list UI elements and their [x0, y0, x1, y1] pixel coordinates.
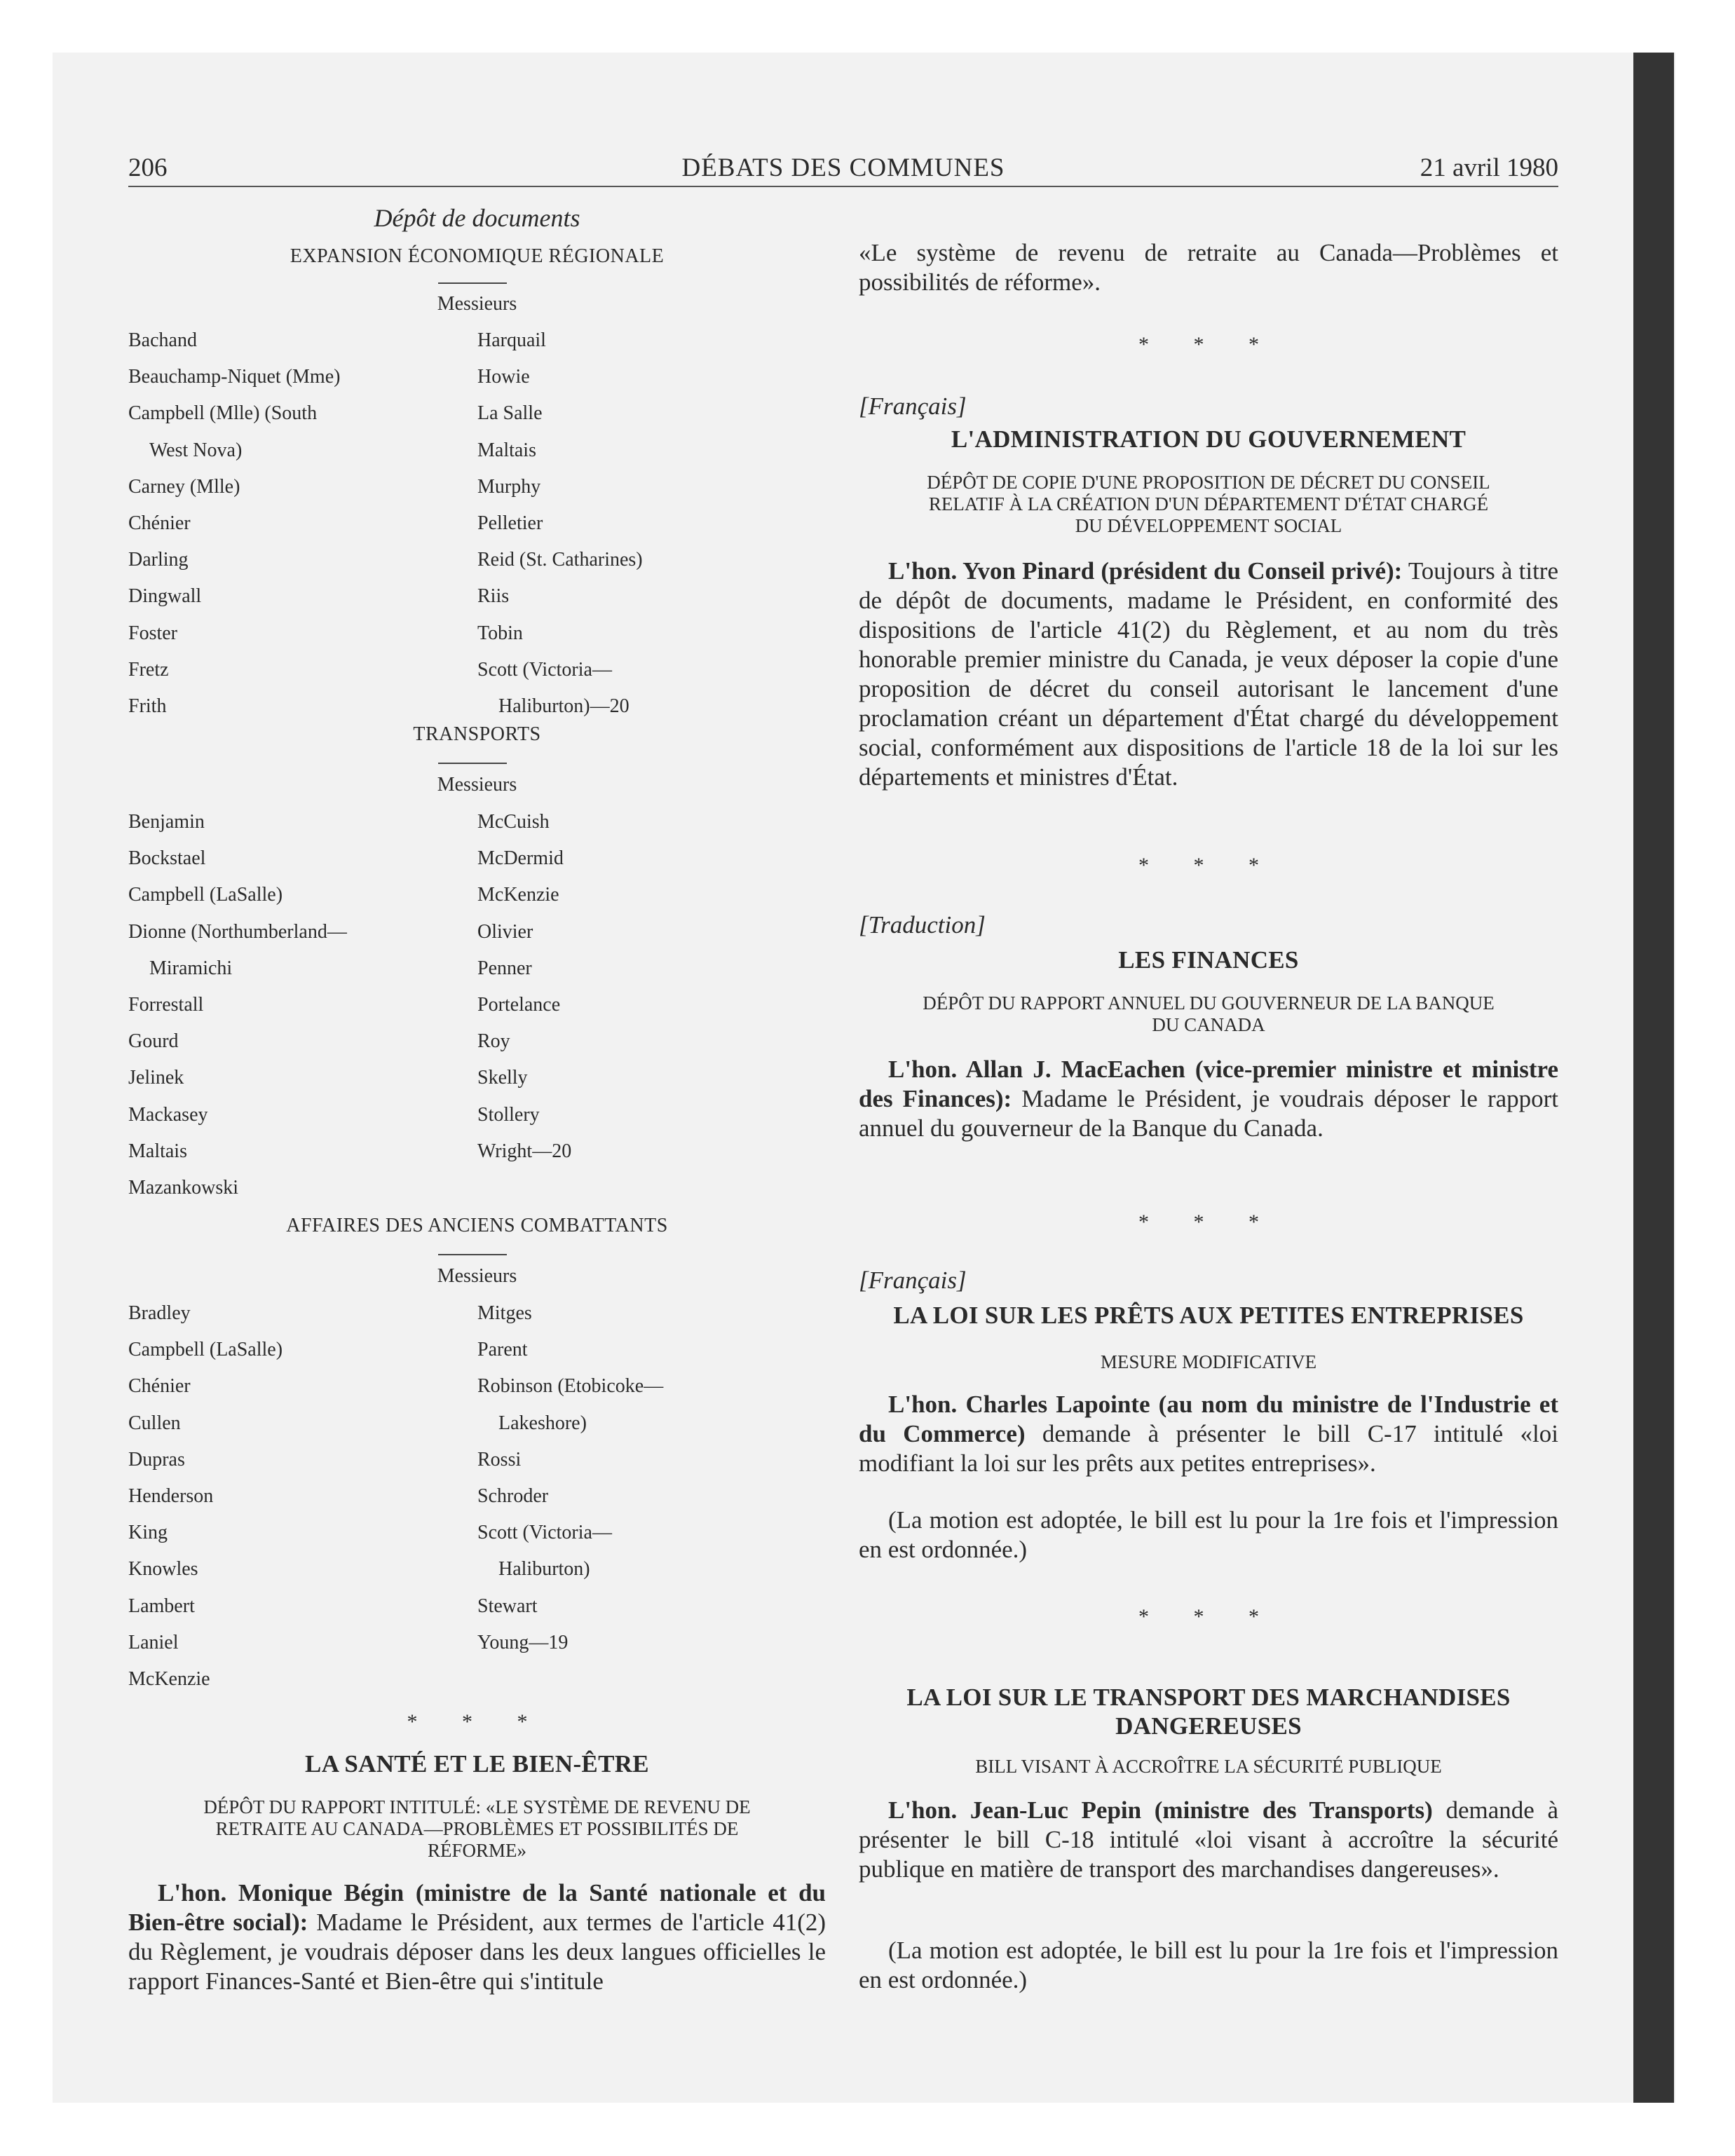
member-name: Rossi: [477, 1449, 522, 1471]
section-subheading: BILL VISANT À ACCROÎTRE LA SÉCURITÉ PUBLIQUE: [975, 1756, 1442, 1777]
speech-text: Madame le Président, je voudrais déposer le rapport annuel du gouverneur de la Banque du Canada.: [859, 1085, 1559, 1142]
member-name: Lambert: [128, 1595, 195, 1617]
member-name: Carney (Mlle): [128, 476, 240, 498]
member-name: Harquail: [477, 329, 546, 351]
section-subheading: DU CANADA: [1152, 1014, 1265, 1035]
member-name: Pelletier: [477, 512, 543, 534]
section-heading: LA SANTÉ ET LE BIEN-ÊTRE: [305, 1750, 649, 1778]
header-rule: [128, 186, 1558, 187]
section-title: Dépôt de documents: [374, 204, 580, 232]
motion-note: (La motion est adoptée, le bill est lu pour la 1re fois et l'impression en est ordonnée.): [859, 1937, 1558, 1993]
committee-label: Messieurs: [437, 774, 517, 796]
member-name: Fretz: [128, 659, 169, 681]
member-name: McDermid: [477, 847, 564, 869]
member-name: Knowles: [128, 1558, 198, 1580]
section-heading: LES FINANCES: [1118, 946, 1299, 974]
section-separator: * * *: [1138, 1605, 1279, 1628]
member-name: Haliburton)—20: [498, 695, 630, 717]
committee-title: TRANSPORTS: [413, 723, 541, 745]
language-tag: [Français]: [859, 393, 967, 420]
motion-note: (La motion est adoptée, le bill est lu pour la 1re fois et l'impression en est ordonnée.): [859, 1506, 1558, 1563]
member-name: Benjamin: [128, 811, 205, 833]
member-name: McKenzie: [477, 884, 559, 906]
member-name: Schroder: [477, 1485, 549, 1507]
member-name: Portelance: [477, 994, 561, 1016]
speech-paragraph: [859, 557, 1558, 792]
member-name: Maltais: [128, 1140, 187, 1162]
section-subheading: DÉPÔT DU RAPPORT INTITULÉ: «LE SYSTÈME DE REVENU DE: [203, 1796, 751, 1817]
language-tag: [Traduction]: [859, 911, 986, 939]
member-name: Olivier: [477, 921, 533, 943]
page-number: 206: [128, 153, 168, 182]
committee-title: AFFAIRES DES ANCIENS COMBATTANTS: [286, 1215, 668, 1236]
speaker-name: L'hon. Allan J. MacEachen (vice-premier ministre et ministre des Finances):: [859, 1056, 1558, 1112]
scan-edge-shadow: [1633, 53, 1674, 2103]
page-date: 21 avril 1980: [1420, 153, 1558, 182]
member-name: Gourd: [128, 1030, 179, 1052]
member-name: Parent: [477, 1339, 528, 1360]
member-name: Haliburton): [498, 1558, 590, 1580]
member-name: Beauchamp-Niquet (Mme): [128, 366, 341, 388]
member-name: Henderson: [128, 1485, 214, 1507]
section-separator: * * *: [407, 1710, 547, 1733]
member-name: Chénier: [128, 1375, 191, 1397]
member-name: Tobin: [477, 622, 523, 644]
speech-text: Madame le Président, aux termes de l'article 41(2) du Règlement, je voudrais déposer dans les deux langues officielles le rapport Finances-Santé et Bien-être qui s'intitule: [128, 1909, 826, 1995]
member-name: Foster: [128, 622, 177, 644]
divider: [438, 1254, 507, 1255]
committee-title: EXPANSION ÉCONOMIQUE RÉGIONALE: [290, 245, 665, 267]
speech-paragraph: [859, 1796, 1558, 1884]
member-name: Laniel: [128, 1632, 179, 1653]
member-name: Scott (Victoria—: [477, 659, 612, 681]
member-name: Miramichi: [149, 957, 233, 979]
member-name: Cullen: [128, 1412, 181, 1434]
member-name: Skelly: [477, 1067, 528, 1089]
member-name: Howie: [477, 366, 530, 388]
page-header: [128, 153, 1558, 188]
member-name: Campbell (LaSalle): [128, 884, 283, 906]
section-subheading: RETRAITE AU CANADA—PROBLÈMES ET POSSIBILITÉS DE: [215, 1818, 739, 1839]
section-heading: L'ADMINISTRATION DU GOUVERNEMENT: [951, 425, 1467, 453]
section-subheading: DÉPÔT DE COPIE D'UNE PROPOSITION DE DÉCRET DU CONSEIL: [927, 472, 1490, 493]
member-name: Jelinek: [128, 1067, 184, 1089]
member-name: Penner: [477, 957, 532, 979]
section-heading: DANGEREUSES: [1115, 1712, 1302, 1740]
section-heading: LA LOI SUR LES PRÊTS AUX PETITES ENTREPRISES: [893, 1302, 1524, 1329]
member-name: Chénier: [128, 512, 191, 534]
speaker-name: L'hon. Yvon Pinard (président du Conseil privé):: [888, 557, 1403, 585]
member-name: Mitges: [477, 1302, 532, 1324]
member-name: West Nova): [149, 439, 243, 461]
member-name: Dupras: [128, 1449, 185, 1471]
member-name: Mackasey: [128, 1104, 208, 1126]
member-name: Bradley: [128, 1302, 191, 1324]
member-name: McKenzie: [128, 1668, 210, 1690]
speaker-name: L'hon. Jean-Luc Pepin (ministre des Transports): [888, 1796, 1433, 1824]
speech-paragraph: [128, 1878, 826, 1996]
member-name: Bachand: [128, 329, 197, 351]
member-name: Robinson (Etobicoke—: [477, 1375, 664, 1397]
member-name: Riis: [477, 585, 510, 607]
member-name: Dionne (Northumberland—: [128, 921, 347, 943]
speaker-name: L'hon. Monique Bégin (ministre de la Santé nationale et du Bien-être social):: [128, 1879, 826, 1936]
speaker-name: L'hon. Charles Lapointe (au nom du ministre de l'Industrie et du Commerce): [859, 1391, 1558, 1447]
member-name: Scott (Victoria—: [477, 1522, 612, 1543]
member-name: Wright—20: [477, 1140, 572, 1162]
member-name: Mazankowski: [128, 1177, 239, 1199]
member-name: Dingwall: [128, 585, 202, 607]
section-subheading: RELATIF À LA CRÉATION D'UN DÉPARTEMENT D'ÉTAT CHARGÉ: [928, 493, 1489, 514]
section-separator: * * *: [1138, 333, 1279, 356]
section-separator: * * *: [1138, 1210, 1279, 1234]
divider: [438, 282, 507, 284]
speech-paragraph: [859, 1390, 1558, 1478]
member-name: Campbell (Mlle) (South: [128, 402, 318, 424]
member-name: Forrestall: [128, 994, 204, 1016]
member-name: King: [128, 1522, 168, 1543]
committee-label: Messieurs: [437, 293, 517, 315]
member-name: Young—19: [477, 1632, 569, 1653]
section-separator: * * *: [1138, 854, 1279, 877]
continued-text: «Le système de revenu de retraite au Canada—Problèmes et possibilités de réforme».: [859, 239, 1558, 296]
speech-text: demande à présenter le bill C-17 intitulé «loi modifiant la loi sur les prêts aux petites entreprises».: [859, 1420, 1558, 1477]
speech-text: Toujours à titre de dépôt de documents, madame le Président, en conformité des dispositions de l'article 41(2) du Règlement, et au nom du très honorable premier ministre du Canada, je veux déposer la copie d'une proposition de décret du conseil autorisant le lancement d'une proclamation créant un département d'État chargé du développement social, conformément aux dispositions de l'article 18 de la loi sur les départements et ministres d'État.: [859, 557, 1558, 791]
section-heading: LA LOI SUR LE TRANSPORT DES MARCHANDISES: [906, 1684, 1511, 1711]
divider: [438, 763, 507, 764]
speech-paragraph: [859, 1055, 1558, 1143]
section-subheading: RÉFORME»: [427, 1840, 527, 1861]
language-tag: [Français]: [859, 1267, 967, 1294]
member-name: La Salle: [477, 402, 543, 424]
member-name: Murphy: [477, 476, 541, 498]
section-subheading: DU DÉVELOPPEMENT SOCIAL: [1075, 515, 1342, 536]
section-subheading: DÉPÔT DU RAPPORT ANNUEL DU GOUVERNEUR DE LA BANQUE: [923, 992, 1495, 1014]
committee-label: Messieurs: [437, 1265, 517, 1287]
member-name: Campbell (LaSalle): [128, 1339, 283, 1360]
journal-title: DÉBATS DES COMMUNES: [681, 153, 1005, 182]
member-name: McCuish: [477, 811, 550, 833]
member-name: Maltais: [477, 439, 536, 461]
member-name: Frith: [128, 695, 167, 717]
member-name: Lakeshore): [498, 1412, 587, 1434]
member-name: Stollery: [477, 1104, 540, 1126]
member-name: Reid (St. Catharines): [477, 549, 643, 571]
member-name: Darling: [128, 549, 189, 571]
speech-text: demande à présenter le bill C-18 intitulé «loi visant à accroître la sécurité publique en matière de transport des marchandises dangereuses».: [859, 1796, 1558, 1883]
member-name: Roy: [477, 1030, 510, 1052]
member-name: Stewart: [477, 1595, 538, 1617]
section-subheading: MESURE MODIFICATIVE: [1100, 1351, 1317, 1372]
member-name: Bockstael: [128, 847, 206, 869]
